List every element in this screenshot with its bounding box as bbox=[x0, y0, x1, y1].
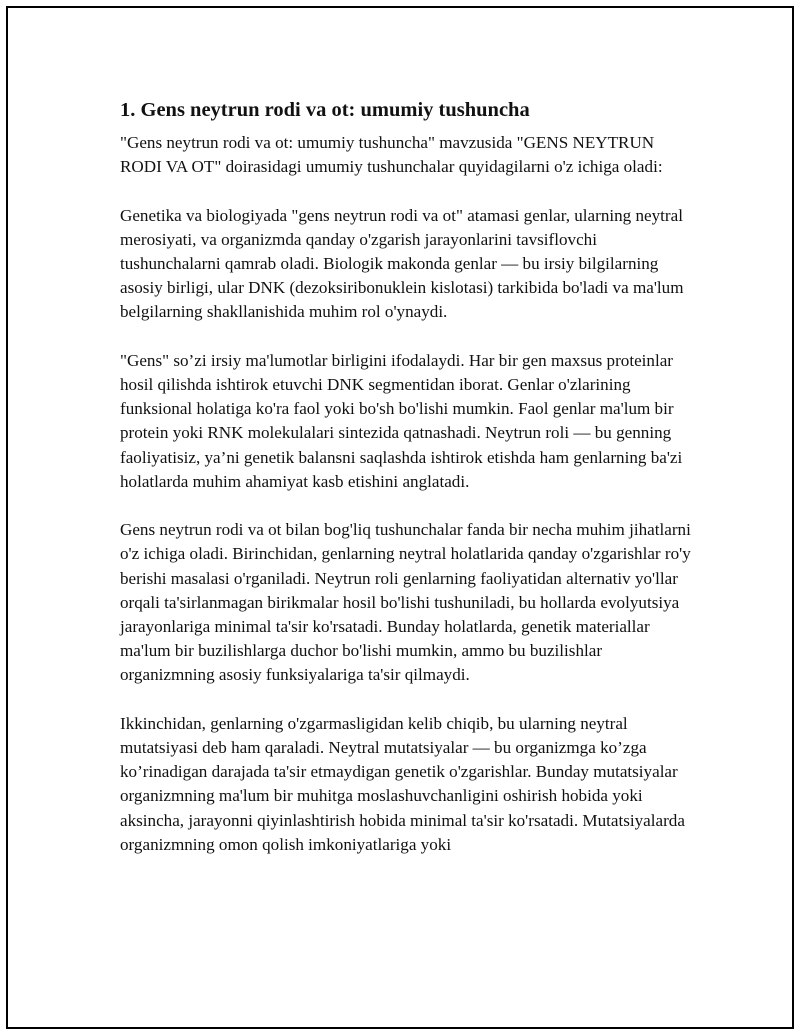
paragraph-intro: "Gens neytrun rodi va ot: umumiy tushuncha" mavzusida "GENS NEYTRUN RODI VA OT" doirasidagi umumiy tushunchalar quyidagilarni o'z ichiga oladi: bbox=[120, 133, 663, 177]
paragraph-second-aspect: Ikkinchidan, genlarning o'zgarmasligidan kelib chiqib, bu ularning neytral mutatsiyasi deb ham qaraladi. Neytral mutatsiyalar — bu organizmga ko’zga ko’rinadigan darajada ta'sir etmaydigan genetik o'zgarishlar. Bunday mutatsiyalar organizmning ma'lum bir muhitga moslashuvchanligini oshirish hobida yoki aksincha, jarayonni qiyinlashtirish hobida minimal ta'sir ko'rsatadi. Mutatsiyalarda organizmning omon qolish imkoniyatlariga yoki bbox=[120, 713, 685, 854]
section-heading: 1. Gens neytrun rodi va ot: umumiy tushuncha bbox=[120, 99, 530, 121]
document-body bbox=[120, 96, 695, 881]
page-border bbox=[6, 6, 794, 1029]
paragraph-genetics-definition: Genetika va biologiyada "gens neytrun rodi va ot" atamasi genlar, ularning neytral merosiyati, va organizmda qanday o'zgarish jarayonlarini tavsiflovchi tushunchalarni qamrab oladi. Biologik makonda genlar — bu irsiy bilgilarning asosiy birligi, ular DNK (dezoksiribonuklein kislotasi) tarkibida bo'ladi va ma'lum belgilarning shakllanishida muhim rol o'ynaydi. bbox=[120, 205, 684, 322]
paragraph-gens-word: "Gens" so’zi irsiy ma'lumotlar birligini ifodalaydi. Har bir gen maxsus proteinlar hosil qilishda ishtirok etuvchi DNK segmentidan iborat. Genlar o'zlarining funksional holatiga ko'ra faol yoki bo'sh bo'lishi mumkin. Faol genlar ma'lum bir protein yoki RNK molekulalari sintezida qatnashadi. Neytrun roli — bu genning faoliyatisiz, ya’ni genetik balansni saqlashda ishtirok etishda ham genlarning ba'zi holatlarda muhim ahamiyat kasb etishini anglatadi. bbox=[120, 350, 683, 491]
paragraph-first-aspect: Gens neytrun rodi va ot bilan bog'liq tushunchalar fanda bir necha muhim jihatlarni o'z ichiga oladi. Birinchidan, genlarning neytral holatlarida qanday o'zgarishlar ro'y berishi masalasi o'rganiladi. Neytrun roli genlarning faoliyatidan alternativ yo'llar orqali ta'sirlanmagan birikmalar hosil bo'lishi tushuniladi, bu hollarda evolyutsiya jarayonlariga minimal ta'sir ko'rsatadi. Bunday holatlarda, genetik materiallar ma'lum bir buzilishlarga duchor bo'lishi mumkin, ammo bu buzilishlar organizmning asosiy funksiyalariga ta'sir qilmaydi. bbox=[120, 520, 691, 685]
